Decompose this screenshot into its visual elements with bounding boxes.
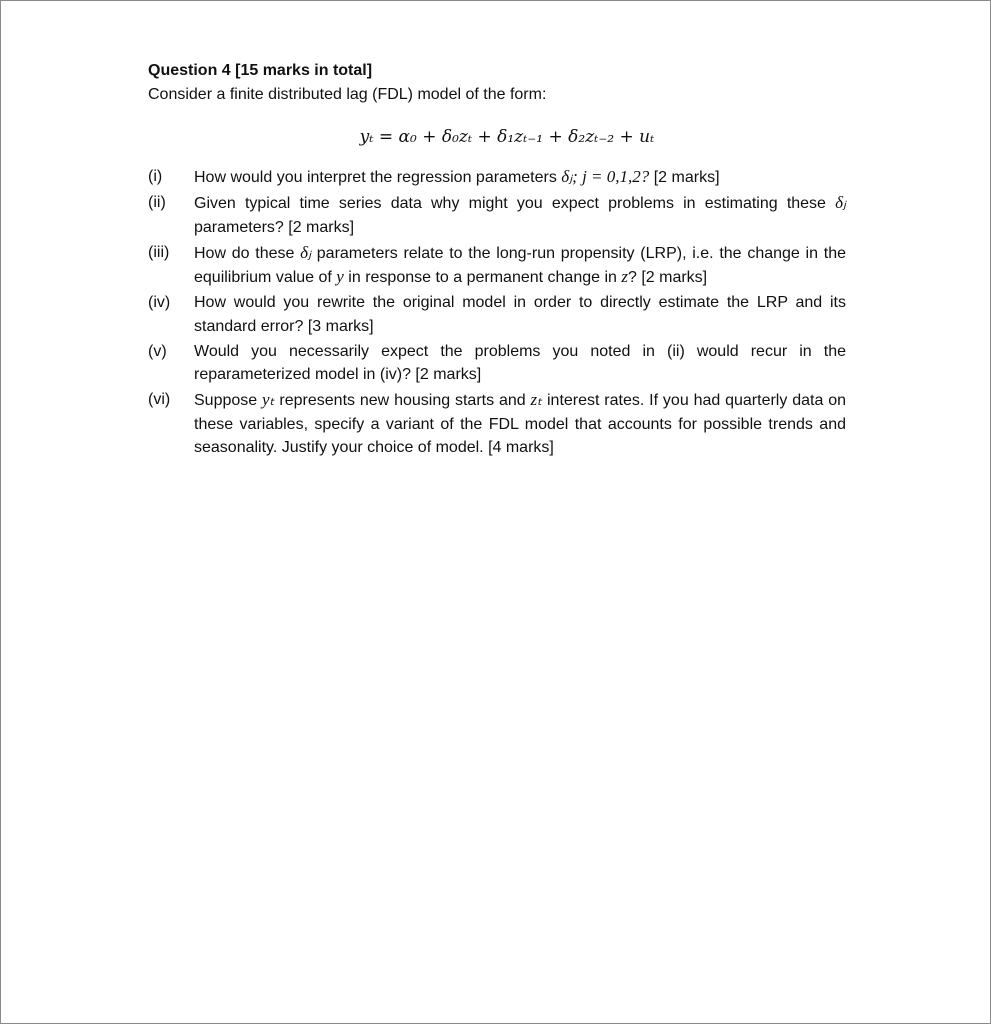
sub-question bbox=[148, 291, 846, 338]
fdl-equation: yₜ = α₀ + δ₀zₜ + δ₁zₜ₋₁ + δ₂zₜ₋₂ + uₜ bbox=[359, 127, 655, 147]
question-block bbox=[148, 59, 846, 461]
text-segment: Given typical time series data why might you expect problems in estimating these bbox=[194, 195, 836, 212]
sub-question-number: (ii) bbox=[148, 194, 166, 211]
sub-question-text bbox=[194, 241, 846, 290]
question-title: Question 4 [15 marks in total] bbox=[148, 62, 373, 79]
text-segment: How would you interpret the regression parameters bbox=[194, 169, 562, 186]
math-expression: y bbox=[336, 267, 344, 286]
sub-question-text bbox=[194, 388, 846, 460]
sub-question-text bbox=[194, 165, 846, 190]
sub-question-number: (iv) bbox=[148, 294, 171, 311]
sub-question bbox=[148, 340, 846, 387]
sub-question-text bbox=[194, 191, 846, 239]
sub-question-text bbox=[194, 291, 846, 338]
text-segment: parameters? [2 marks] bbox=[194, 218, 355, 236]
sub-question bbox=[148, 241, 846, 290]
text-segment: parameters relate to the long-run propensity (LRP), i.e. the change in the equilibrium value of bbox=[194, 244, 846, 286]
sub-question-text bbox=[194, 340, 846, 387]
text-segment: in response to a permanent change in bbox=[343, 269, 622, 286]
text-segment: How do these bbox=[194, 244, 301, 262]
text-segment: How would you rewrite the original model in order to directly estimate the LRP and its standard error? [3 marks] bbox=[194, 294, 846, 335]
sub-question bbox=[148, 165, 846, 190]
text-segment: Would you necessarily expect the problems you noted in (ii) would recur in the reparameterized model in (iv)? [2 marks] bbox=[194, 342, 846, 383]
math-expression: z bbox=[621, 267, 628, 286]
sub-question bbox=[148, 388, 846, 460]
text-segment: ? [2 marks] bbox=[627, 269, 708, 286]
math-expression: δⱼ bbox=[300, 242, 312, 262]
math-expression: δⱼ bbox=[835, 193, 846, 212]
sub-question bbox=[148, 191, 846, 239]
text-segment: [2 marks] bbox=[649, 169, 720, 186]
text-segment: interest rates. If you had quarterly data on these variables, specify a variant of the FDL model that accounts for possible trends and seasonality. Justify your choice of model. [4 marks] bbox=[194, 392, 846, 456]
question-intro: Consider a finite distributed lag (FDL) model of the form: bbox=[148, 86, 547, 103]
sub-question-number: (iii) bbox=[148, 243, 170, 261]
sub-question-number: (i) bbox=[148, 168, 163, 185]
math-expression: yₜ bbox=[262, 390, 275, 409]
math-expression: δⱼ; j = 0,1,2? bbox=[561, 167, 650, 186]
math-expression: zₜ bbox=[530, 390, 543, 409]
text-segment: represents new housing starts and bbox=[274, 392, 531, 409]
text-segment: Suppose bbox=[194, 392, 263, 409]
sub-question-number: (v) bbox=[148, 342, 167, 360]
sub-question-number: (vi) bbox=[148, 391, 171, 408]
sub-question-list bbox=[148, 165, 846, 460]
